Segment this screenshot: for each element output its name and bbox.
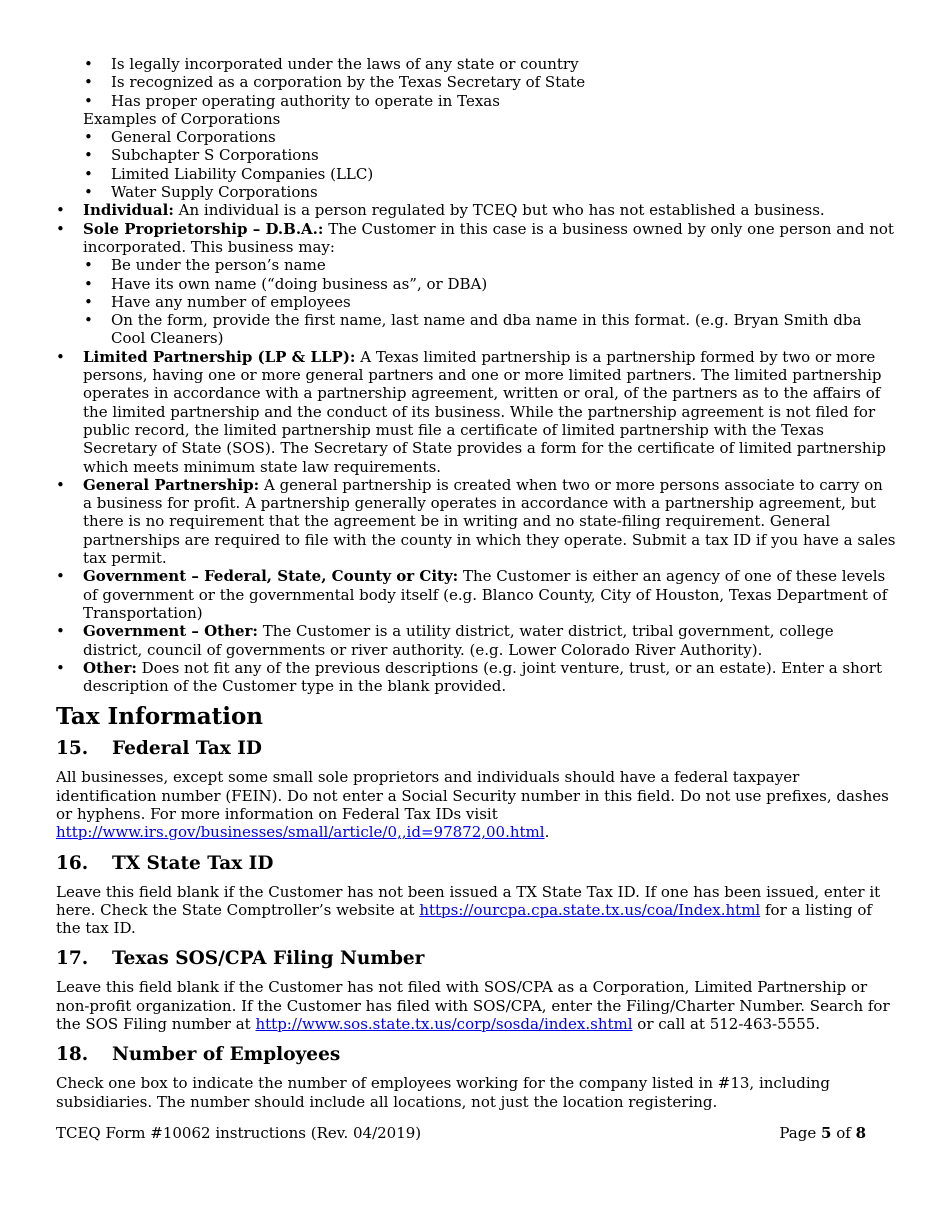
- body-text: All businesses, except some small sole proprietors and individuals should have a federal taxpayer identification number (FEIN). Do not enter a Social Security number in this field. Do not use prefixes, dashes or hyphens. For more information on Federal Tax IDs visit: [56, 768, 889, 823]
- type-description: Does not fit any of the previous descriptions (e.g. joint venture, trust, or an estate). Enter a short description of the Customer type in the blank provided.: [83, 658, 882, 696]
- type-description: The Customer in this case is a business owned by only one person and not incorporated. This business may:: [83, 219, 894, 256]
- list-item: • Has proper operating authority to operate in Texas: [56, 92, 896, 110]
- type-other: [56, 659, 896, 696]
- body-text: .: [544, 823, 550, 842]
- type-description: The Customer is either an agency of one of these levels of government or the governmental body itself (e.g. Blanco County, City of Houston, Texas Department of Transportation): [83, 567, 888, 622]
- section-number: 16.: [56, 852, 89, 874]
- type-description: The Customer is a utility district, water district, tribal government, college district, council of governments or river authority. (e.g. Lower Colorado River Authority).: [83, 622, 834, 659]
- section-tx-state-tax-id: [56, 852, 896, 938]
- corporation-examples-list: [56, 128, 896, 201]
- list-item: • Water Supply Corporations: [56, 183, 896, 201]
- of-label: of: [831, 1124, 856, 1142]
- section-title: Federal Tax ID: [112, 738, 262, 760]
- section-sos-cpa-filing-number: [56, 947, 896, 1033]
- body-text: or call at 512-463-5555.: [632, 1015, 821, 1034]
- list-item: • Have any number of employees: [56, 293, 896, 311]
- list-item: • Subchapter S Corporations: [56, 146, 896, 164]
- list-item: • Is legally incorporated under the laws of any state or country: [56, 55, 896, 73]
- type-label: Government – Other:: [83, 622, 258, 641]
- section-title: TX State Tax ID: [112, 852, 274, 874]
- section-body: [56, 883, 896, 938]
- customer-type-list: [56, 201, 896, 695]
- type-general-partnership: [56, 476, 896, 567]
- examples-label: Examples of Corporations: [83, 109, 281, 128]
- section-number: 15.: [56, 738, 89, 760]
- section-heading: [56, 947, 896, 971]
- list-item: • Limited Liability Companies (LLC): [56, 165, 896, 183]
- page-number: [779, 1124, 866, 1142]
- sos-link[interactable]: http://www.sos.state.tx.us/corp/sosda/index.shtml: [255, 1015, 633, 1034]
- type-government-other: [56, 622, 896, 659]
- type-description: A Texas limited partnership is a partnership formed by two or more persons, having one or more general partners and one or more limited partners. The limited partnership operates in accordance with a partnership agreement, written or oral, of the partners as to the affairs of the limited partnership and the conduct of its business. While the partnership agreement is not filed for public record, the limited partnership must file a certificate of limited partnership with the Texas Secretary of State (SOS). The Secretary of State provides a form for the certificate of limited partnership which meets minimum state law requirements.: [83, 347, 886, 476]
- tax-information-heading: Tax Information: [56, 703, 264, 731]
- type-limited-partnership: [56, 348, 896, 476]
- type-label: Limited Partnership (LP & LLP):: [83, 347, 356, 366]
- type-label: Other:: [83, 658, 137, 677]
- list-item: • General Corporations: [56, 128, 896, 146]
- list-item: • Have its own name (“doing business as”, or DBA): [56, 275, 896, 293]
- type-government: [56, 567, 896, 622]
- section-body: [56, 978, 896, 1033]
- list-item: • Be under the person’s name: [56, 256, 896, 274]
- total-pages: 8: [855, 1124, 866, 1142]
- document-page: [56, 55, 896, 1111]
- type-label: Sole Proprietorship – D.B.A.:: [83, 219, 324, 238]
- page-footer: [56, 1124, 866, 1142]
- section-body: Check one box to indicate the number of employees working for the company listed in #13, including subsidiaries. The number should include all locations, not just the location registering.: [56, 1074, 830, 1111]
- current-page: 5: [821, 1124, 832, 1142]
- type-label: Individual:: [83, 201, 174, 220]
- section-heading: [56, 852, 896, 876]
- section-heading: [56, 1043, 896, 1067]
- list-item: • Is recognized as a corporation by the Texas Secretary of State: [56, 73, 896, 91]
- irs-link[interactable]: http://www.irs.gov/businesses/small/article/0,,id=97872,00.html: [56, 823, 545, 842]
- comptroller-link[interactable]: https://ourcpa.cpa.state.tx.us/coa/Index.html: [419, 900, 761, 919]
- section-title: Texas SOS/CPA Filing Number: [112, 948, 425, 970]
- type-description: An individual is a person regulated by TCEQ but who has not established a business.: [173, 201, 825, 220]
- section-number: 17.: [56, 948, 89, 970]
- type-description: A general partnership is created when two or more persons associate to carry on a business for profit. A partnership generally operates in accordance with a partnership agreement, but there is no requirement that the agreement be in writing and no state-filing requirement. General partnerships are required to file with the county in which they operate. Submit a tax ID if you have a sales tax permit.: [83, 475, 896, 568]
- sole-proprietorship-list: [56, 256, 896, 347]
- section-body: [56, 768, 896, 841]
- list-item: • On the form, provide the first name, last name and dba name in this format. (e.g. Bryan Smith dba Cool Cleaners): [56, 311, 896, 348]
- section-heading: [56, 737, 896, 761]
- section-number-of-employees: [56, 1043, 896, 1111]
- section-number: 18.: [56, 1044, 89, 1066]
- section-federal-tax-id: [56, 737, 896, 841]
- form-reference: TCEQ Form #10062 instructions (Rev. 04/2019): [56, 1124, 422, 1142]
- body-text: Leave this field blank if the Customer has not filed with SOS/CPA as a Corporation, Limited Partnership or non-profit organization. If the Customer has filed with SOS/CPA, enter the Filing/Charter Number. Search for the SOS Filing number at: [56, 978, 890, 1034]
- type-sole-proprietorship: [56, 220, 896, 348]
- body-text: Leave this field blank if the Customer has not been issued a TX State Tax ID. If one has been issued, enter it here. Check the State Comptroller’s website at: [56, 882, 881, 919]
- corporation-criteria-list: [56, 55, 896, 110]
- type-individual: [56, 201, 896, 219]
- section-title: Number of Employees: [112, 1044, 341, 1066]
- type-label: Government – Federal, State, County or City:: [83, 567, 459, 586]
- type-label: General Partnership:: [83, 475, 260, 494]
- body-text: for a listing of the tax ID.: [56, 900, 872, 938]
- page-label: Page: [779, 1124, 821, 1142]
